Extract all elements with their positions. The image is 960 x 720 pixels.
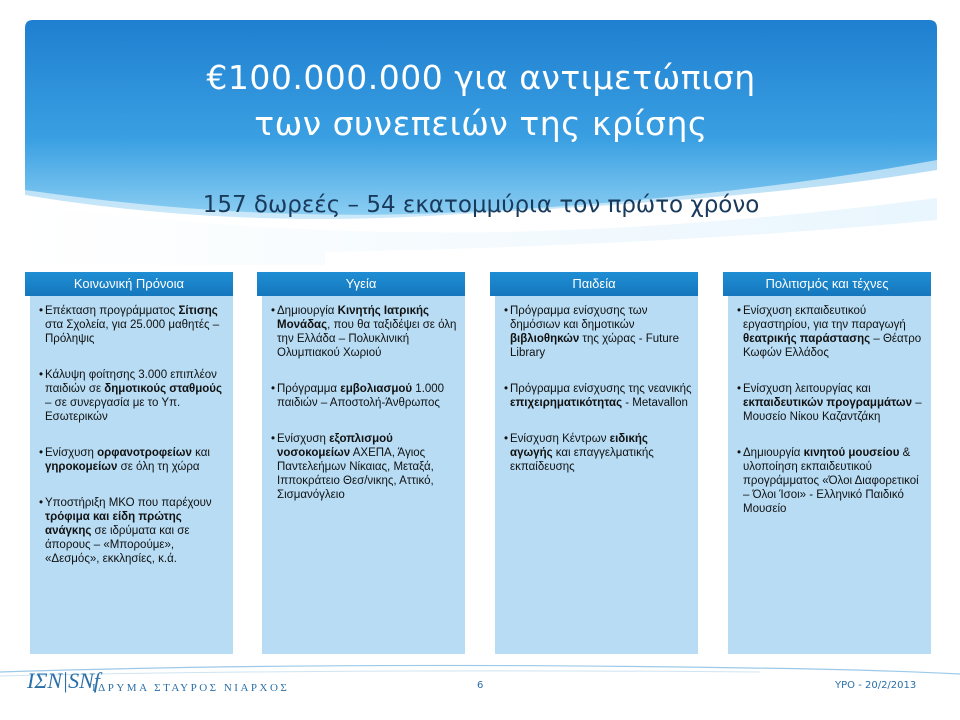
list-item [734,446,925,516]
bullet-icon: • [39,305,44,317]
highlight-text: κινητού μουσείου [803,447,900,459]
list-item [268,382,459,410]
list-item [36,496,227,566]
highlight-text: βιβλιοθηκών [510,333,580,345]
slide-title-line2: των συνεπειών της κρίσης [254,104,708,143]
foundation-logo: ΙΣΝ|SNf [27,668,100,693]
column-heading: Υγεία [257,272,465,296]
item-text: , που θα ταξιδέψει σε όλη την Ελλάδα – Πολυκλινική Ολυμπιακού Χωριού [277,319,457,359]
bullet-icon: • [737,383,742,395]
bullet-icon: • [271,305,276,317]
column-social-welfare [25,272,233,654]
column-heading: Πολιτισμός και τέχνες [723,272,931,296]
item-text: - Metavallon [622,397,688,409]
item-text: Ενίσχυση εκπαιδευτικού εργαστηρίου, για την παραγωγή [743,305,906,331]
item-text: Ενίσχυση [45,447,98,459]
item-text: σε όλη τη χώρα [117,461,200,473]
item-text: Κάλυψη φοίτησης 3.000 επιπλέον παιδιών σε [45,369,217,395]
highlight-text: εκπαιδευτικών προγραμμάτων [743,397,912,409]
column-health [257,272,465,654]
item-text: – σε συνεργασία με το Υπ. Εσωτερικών [45,397,181,423]
bullet-icon: • [39,447,44,459]
list-item [734,304,925,360]
list-item [268,304,459,360]
highlight-text: Σίτισης [178,305,218,317]
bullet-icon: • [737,447,742,459]
list-item [36,368,227,424]
item-text: Ενίσχυση [277,433,330,445]
column-body [262,296,465,654]
item-text: Πρόγραμμα [277,383,341,395]
item-text: Πρόγραμμα ενίσχυσης των δημόσιων και δημοτικών [510,305,648,331]
item-text: & υλοποίηση εκπαιδευτικού προγράμματος «Όλοι Διαφορετικοί – Όλοι Ίσοι» - Ελληνικό Παιδικό Μουσείο [743,447,919,515]
column-heading: Παιδεία [490,272,698,296]
column-body [728,296,931,654]
bullet-icon: • [271,383,276,395]
list-item [36,446,227,474]
bullet-icon: • [737,305,742,317]
list-item [501,382,692,410]
highlight-text: εξοπλισμού νοσοκομείων [277,433,393,459]
highlight-text: θεατρικής παράστασης [743,333,871,345]
slide-title-line1: €100.000.000 για αντιμετώπιση [206,58,756,97]
bullet-icon: • [504,305,509,317]
item-text: και επαγγελματικής εκπαίδευσης [510,447,654,473]
highlight-text: επιχειρηματικότητας [510,397,623,409]
item-text: της χώρας - Future Library [510,333,680,359]
item-text: Ενίσχυση λειτουργίας και [743,383,871,395]
list-item [734,382,925,424]
item-text: – Θέατρο Κωφών Ελλάδος [743,333,922,359]
item-text: Πρόγραμμα ενίσχυσης της νεανικής [510,383,692,395]
list-item [268,432,459,502]
item-text: Υποστήριξη ΜΚΟ που παρέχουν [45,497,212,509]
bullet-icon: • [39,497,44,509]
slide-title [25,55,937,147]
item-text: ΑΧΕΠΑ, Άγιος Παντελεήμων Νίκαιας, Μεταξά, Ιπποκράτειο Θεσ/νικης, Αττικό, Σισμανόγλειο [277,447,434,501]
item-text: – Μουσείο Νίκου Καζαντζάκη [743,397,922,423]
page-number: 6 [477,680,484,691]
highlight-text: ειδικής αγωγής [510,433,648,459]
item-text: Δημιουργία [277,305,338,317]
list-item [501,304,692,360]
slide-subtitle: 157 δωρεές – 54 εκατομμύρια τον πρώτο χρόνο [202,192,760,218]
bullet-icon: • [271,433,276,445]
list-item [501,432,692,474]
item-text: Ενίσχυση Κέντρων [510,433,610,445]
bullet-icon: • [39,369,44,381]
item-text: Επέκταση προγράμματος [45,305,179,317]
column-body [30,296,233,654]
bullet-icon: • [504,433,509,445]
item-text: και [191,447,210,459]
highlight-text: εμβολιασμού [340,383,413,395]
item-text: Δημιουργία [743,447,804,459]
item-text: στα Σχολεία, για 25.000 μαθητές – Πρόληψις [45,319,220,345]
highlight-text: δημοτικούς σταθμούς [104,383,222,395]
foundation-name: ΙΔΡΥΜΑ ΣΤΑΥΡΟΣ ΝΙΑΡΧΟΣ [92,682,290,694]
column-culture-arts [723,272,931,654]
highlight-text: γηροκομείων [45,461,118,473]
footer-note: YPO - 20/2/2013 [835,680,917,691]
item-text: 1.000 παιδιών – Αποστολή-Άνθρωπος [277,383,445,409]
item-text: σε ιδρύματα και σε άπορους – «Μπορούμε», «Δεσμός», εκκλησίες, κ.ά. [45,525,190,565]
highlight-text: ορφανοτροφείων [97,447,192,459]
bullet-icon: • [504,383,509,395]
highlight-text: τρόφιμα και είδη πρώτης ανάγκης [45,511,182,537]
column-body [495,296,698,654]
column-heading: Κοινωνική Πρόνοια [25,272,233,296]
column-education [490,272,698,654]
list-item [36,304,227,346]
highlight-text: Κινητής Ιατρικής Μονάδας [277,305,430,331]
